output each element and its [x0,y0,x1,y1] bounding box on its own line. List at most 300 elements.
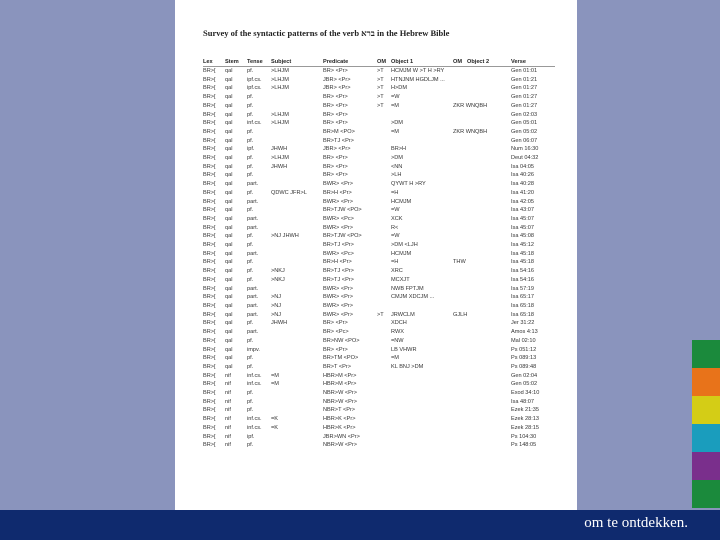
table-cell: XCK [391,215,403,222]
table-cell: qal [225,215,233,222]
table-row [203,311,555,320]
table-cell [467,424,511,433]
table-cell: BWR> <Pr> [323,311,353,318]
table-row [203,154,555,163]
table-cell [377,215,391,224]
table-cell: pf. [247,242,254,249]
table-cell: JHWH [271,146,288,153]
table-cell: NWB FPTJM [391,285,424,292]
column-header: Predicate [323,59,349,65]
table-cell [467,137,511,146]
table-cell: BR>[ [203,198,216,205]
table-cell: ipf. [247,433,255,440]
accent-square [692,424,720,452]
table-cell: =M [271,381,279,388]
table-cell: >NKJ [271,268,285,275]
table-cell [467,346,511,355]
table-row [203,441,555,450]
table-cell: BWR> <Pr> [323,302,353,309]
table-cell: qal [225,146,233,153]
table-cell: qal [225,163,233,170]
table-cell: BR> <Pr> [323,155,348,162]
table-cell: nif [225,442,231,449]
table-cell [467,93,511,102]
table-cell: XDCH [391,320,407,327]
table-cell: BR>[ [203,346,216,353]
table-cell [271,171,323,180]
table-header-row [203,58,555,67]
table-cell: >DM [391,120,403,127]
table-cell: Isa 65:18 [511,311,535,318]
table-cell [391,380,453,389]
table-cell [377,206,391,215]
table-cell [467,337,511,346]
table-cell [453,302,467,311]
table-cell: NBR>W <Pr> [323,442,358,449]
table-row [203,337,555,346]
table-row [203,119,555,128]
table-cell [377,398,391,407]
table-row [203,372,555,381]
table-cell [391,372,453,381]
table-cell: nif [225,372,231,379]
table-cell [467,267,511,276]
table-cell: BR>[ [203,416,216,423]
table-cell: qal [225,355,233,362]
table-cell: qal [225,198,233,205]
table-cell: HTNJNM HGDLJM ... [391,76,445,83]
table-cell: Isa 40:26 [511,172,535,179]
table-cell: ipf.cs. [247,85,262,92]
table-cell [467,180,511,189]
table-cell: BR> <Pr> [323,172,348,179]
column-header: Lex [203,59,213,65]
table-cell: BR>[ [203,285,216,292]
table-cell [391,137,453,146]
table-cell: BR>[ [203,320,216,327]
table-cell [467,293,511,302]
table-cell: BWR> <Pr> [323,224,353,231]
table-cell: Isa 57:19 [511,285,535,292]
table-cell: qal [225,155,233,162]
table-cell: BR>TM <PO> [323,355,359,362]
table-cell: >T [377,94,384,101]
table-cell: BR>H <Pr> [323,259,352,266]
table-cell: BR>[ [203,163,216,170]
table-cell: Exod 34:10 [511,390,540,397]
table-cell: BR>[ [203,337,216,344]
table-cell: inf.cs. [247,416,262,423]
table-cell: BR>[ [203,424,216,431]
table-cell: Gen 06:07 [511,137,538,144]
accent-square [692,340,720,368]
table-cell [453,337,467,346]
table-cell [453,319,467,328]
table-cell: HBR>M <Pr> [323,372,357,379]
table-cell [467,398,511,407]
accent-square [692,480,720,508]
table-cell [453,415,467,424]
table-cell: pf. [247,128,254,135]
table-cell: inf.cs. [247,424,262,431]
table-row [203,102,555,111]
table-row [203,424,555,433]
table-cell: >LHJM [271,111,289,118]
table-cell [453,189,467,198]
table-cell [377,198,391,207]
table-row [203,302,555,311]
table-cell: HCMJM [391,250,412,257]
table-cell: BR>H <Pr> [323,189,352,196]
table-cell: pf. [247,189,254,196]
table-cell: =W [391,233,400,240]
table-row [203,285,555,294]
table-cell: BR>[ [203,94,216,101]
table-cell: Gen 05:02 [511,381,538,388]
table-cell: Isa 41:20 [511,189,535,196]
table-cell: Isa 54:16 [511,276,535,283]
table-cell [377,302,391,311]
table-cell: qal [225,346,233,353]
document-sheet [175,0,577,510]
column-header: Stem [225,59,239,65]
table-cell [271,354,323,363]
table-cell: =H [391,259,399,266]
table-cell: NBR>T <Pr> [323,407,356,414]
table-cell: >T [377,311,384,318]
table-cell: BR>[ [203,155,216,162]
table-cell [453,198,467,207]
table-row [203,189,555,198]
table-cell [377,232,391,241]
table-cell: Isa 54:16 [511,268,535,275]
table-cell: Amos 4:13 [511,329,538,336]
table-cell [377,189,391,198]
table-cell [467,241,511,250]
table-cell [467,189,511,198]
table-cell: qal [225,294,233,301]
table-cell: BR>[ [203,172,216,179]
column-header: Subject [271,59,292,65]
table-cell: part. [247,215,259,222]
table-cell [271,328,323,337]
table-cell [377,406,391,415]
table-cell: qal [225,128,233,135]
table-row [203,76,555,85]
table-cell [391,433,453,442]
table-cell [377,258,391,267]
table-cell [271,206,323,215]
table-cell: pf. [247,155,254,162]
table-cell: BR>[ [203,128,216,135]
table-cell [467,406,511,415]
table-cell: qal [225,250,233,257]
table-cell [391,406,453,415]
table-cell [271,128,323,137]
table-row [203,415,555,424]
table-cell: qal [225,207,233,214]
table-cell: pf. [247,94,254,101]
table-row [203,93,555,102]
table-cell [377,433,391,442]
table-cell: >LHJM [271,155,289,162]
table-cell: BR> <Pr> [323,94,348,101]
table-cell [467,232,511,241]
table-cell: >T [377,85,384,92]
table-cell: JRWCLM [391,311,415,318]
table-cell: pf. [247,442,254,449]
table-cell [377,137,391,146]
table-cell: BR>[ [203,76,216,83]
table-cell: BR>[ [203,311,216,318]
table-cell: BWR> <Pr> [323,294,353,301]
table-cell: Isa 65:18 [511,302,535,309]
table-cell: >T [377,76,384,83]
table-cell [271,285,323,294]
table-cell [453,406,467,415]
table-cell: >NJ [271,311,282,318]
table-cell: JHWH [271,320,288,327]
table-cell: >NJ JHWH [271,233,299,240]
table-cell: inf.cs. [247,372,262,379]
table-cell [271,337,323,346]
table-cell: =K [271,424,278,431]
table-cell: part. [247,329,259,336]
table-cell [453,67,467,76]
table-cell: qal [225,172,233,179]
table-cell: pf. [247,390,254,397]
accent-squares [692,340,720,508]
table-cell [467,372,511,381]
table-cell [377,380,391,389]
table-cell: BR>[ [203,268,216,275]
table-cell: JHWH [271,163,288,170]
table-cell: BWR> <Pr> [323,198,353,205]
table-cell [377,285,391,294]
table-cell: Ps 089:48 [511,363,537,370]
table-cell [467,380,511,389]
table-cell: >DM [391,155,403,162]
table-cell: Gen 01:27 [511,94,538,101]
table-row [203,363,555,372]
table-row [203,232,555,241]
table-cell [377,250,391,259]
table-cell: BWR> <Pc> [323,215,354,222]
table-cell: =NW [391,337,404,344]
table-cell [391,389,453,398]
table-row [203,346,555,355]
table-cell: BR>[ [203,329,216,336]
table-cell [271,93,323,102]
table-cell [467,119,511,128]
table-cell: BR>[ [203,215,216,222]
table-cell [453,276,467,285]
table-cell [271,241,323,250]
table-cell [271,198,323,207]
table-cell: qal [225,242,233,249]
table-cell [467,311,511,320]
table-cell: BWR> <Pr> [323,181,353,188]
table-cell [467,67,511,76]
table-cell [453,119,467,128]
table-cell: Isa 04:05 [511,163,535,170]
table-cell [467,163,511,172]
table-cell [391,415,453,424]
table-cell: part. [247,285,259,292]
table-cell: BR>[ [203,189,216,196]
table-row [203,276,555,285]
table-cell: =W [391,94,400,101]
table-cell: qal [225,329,233,336]
table-cell: impv. [247,346,260,353]
table-cell: pf. [247,363,254,370]
column-header: OM [377,59,387,65]
table-cell: qal [225,337,233,344]
table-cell: Gen 01:01 [511,68,538,74]
table-cell: BR>[ [203,259,216,266]
table-cell: part. [247,294,259,301]
table-cell [467,441,511,450]
table-cell [467,111,511,120]
table-cell [271,433,323,442]
table-cell: GJLH [453,311,468,318]
table-cell [467,206,511,215]
table-cell: nif [225,433,231,440]
table-cell: BR>[ [203,294,216,301]
table-cell [453,180,467,189]
table-cell [467,171,511,180]
table-row [203,354,555,363]
table-cell [271,102,323,111]
document-title: Survey of the syntactic patterns of the verb ברא in the Hebrew Bible [203,28,450,38]
table-cell: Ps 051:12 [511,346,537,353]
table-cell: pf. [247,355,254,362]
table-cell: Gen 05:02 [511,128,538,135]
table-cell: BR>[ [203,111,216,118]
table-cell: QYWT H >RY [391,181,426,188]
table-cell: qal [225,181,233,188]
table-cell [467,276,511,285]
table-cell: >LH [391,172,402,179]
table-cell: JBR> <Pr> [323,85,351,92]
table-cell [453,293,467,302]
table-cell: pf. [247,137,254,144]
table-cell: JBR> <Pr> [323,76,351,83]
table-cell: Mal 02:10 [511,337,536,344]
table-cell: Isa 45:08 [511,233,535,240]
table-cell: pf. [247,268,254,275]
table-cell: pf. [247,111,254,118]
table-cell [377,180,391,189]
table-cell: BR> <Pr> [323,346,348,353]
table-cell: Jer 31:22 [511,320,535,327]
table-cell: pf. [247,259,254,266]
table-cell [271,250,323,259]
table-cell [467,258,511,267]
table-cell: Gen 01:21 [511,76,538,83]
table-cell [453,171,467,180]
table-cell: >LHJM [271,85,289,92]
table-cell [467,145,511,154]
table-cell: Ps 104:30 [511,433,537,440]
table-cell: =M [391,128,399,135]
table-cell: =W [391,207,400,214]
table-cell: >DM <LJH [391,242,418,249]
table-cell: BR>[ [203,85,216,92]
table-cell: BR>T <Pr> [323,363,352,370]
table-cell: BR>[ [203,355,216,362]
table-cell: R< [391,224,399,231]
table-cell: >T [377,68,384,74]
table-cell: qal [225,311,233,318]
table-cell: qal [225,189,233,196]
table-row [203,267,555,276]
table-cell: nif [225,407,231,414]
table-cell: ipf.cs. [247,76,262,83]
table-cell [391,424,453,433]
table-cell: Gen 05:01 [511,120,538,127]
table-cell: BWR> <Pr> [323,285,353,292]
table-cell: >NKJ [271,276,285,283]
table-cell: BR>TJ <Pr> [323,268,354,275]
table-cell: Ezek 21:35 [511,407,539,414]
table-cell: Num 16:30 [511,146,539,153]
table-cell [377,389,391,398]
table-cell: pf. [247,163,254,170]
table-cell: qal [225,233,233,240]
table-cell: Gen 01:27 [511,102,538,109]
table-cell: qal [225,68,233,74]
table-cell: BR>[ [203,442,216,449]
table-cell: =H [391,189,399,196]
table-cell: HBR>K <Pr> [323,416,356,423]
table-cell [271,224,323,233]
table-cell: BR>[ [203,68,216,74]
table-cell: BR>TJ <Pr> [323,242,354,249]
table-cell: BR>[ [203,390,216,397]
table-cell [453,363,467,372]
table-cell: pf. [247,398,254,405]
table-cell: Isa 45:18 [511,259,535,266]
table-cell: BR>[ [203,433,216,440]
table-cell: HCMJM W >T H >RY [391,68,445,74]
table-cell: nif [225,416,231,423]
table-cell [467,215,511,224]
table-cell: Gen 01:27 [511,85,538,92]
table-cell: BR> <Pr> [323,320,348,327]
table-cell [453,389,467,398]
table-cell: CMJM XDCJM ... [391,294,435,301]
table-cell: BR>[ [203,381,216,388]
table-cell: pf. [247,68,254,74]
table-cell [453,145,467,154]
table-cell: Ezek 28:15 [511,424,539,431]
table-cell: part. [247,181,259,188]
table-cell [453,354,467,363]
table-cell: ZKR WNQBH [453,102,488,109]
table-cell: =M [391,102,399,109]
table-row [203,180,555,189]
table-cell: inf.cs. [247,120,262,127]
table-cell [453,111,467,120]
table-cell: Isa 45:07 [511,215,535,222]
table-cell: nif [225,390,231,397]
table-cell [391,302,453,311]
table-cell: qal [225,102,233,109]
table-cell [453,76,467,85]
table-row [203,215,555,224]
table-cell [377,346,391,355]
